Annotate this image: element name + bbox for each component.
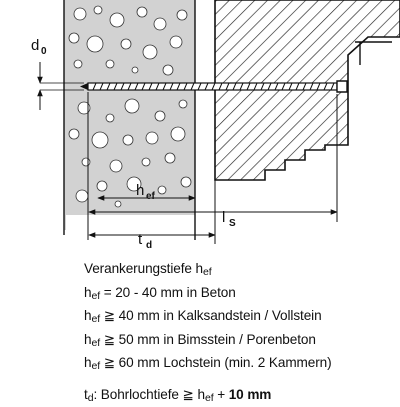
footer-text: : Bohrlochtiefe ≧ h (93, 387, 205, 402)
legend-row-subscript: ef (91, 313, 100, 325)
legend-row-subscript: ef (91, 337, 100, 349)
footer-hef-subscript: ef (205, 392, 214, 404)
concrete-wall (64, 0, 195, 240)
legend-footer-drill-depth (84, 384, 398, 407)
td-subscript: d (146, 240, 152, 251)
legend-row-symbol: h (84, 355, 91, 370)
legend-title-subscript: ef (203, 266, 212, 278)
anchoring-depth-legend (84, 258, 398, 407)
anchor-screw (80, 81, 347, 92)
legend-row-symbol: h (84, 332, 91, 347)
legend-row-lochstein (84, 352, 398, 376)
footer-symbol-subscript: d (88, 392, 94, 404)
d0-label: d (31, 37, 39, 54)
legend-row-text: = 20 - 40 mm in Beton (100, 285, 236, 300)
legend-row-beton (84, 282, 398, 306)
legend-row-kalksandstein (84, 305, 398, 329)
footer-symbol: t (84, 387, 88, 402)
td-dimension (89, 231, 215, 251)
hef-label: h (136, 182, 144, 199)
legend-row-text: ≧ 60 mm Lochstein (min. 2 Kammern) (100, 355, 332, 370)
td-label: t (138, 231, 143, 248)
legend-row-bimsstein (84, 329, 398, 353)
legend-row-text: ≧ 40 mm in Kalksandstein / Vollstein (100, 308, 322, 323)
legend-row-subscript: ef (91, 360, 100, 372)
footer-plus: + (214, 387, 229, 402)
legend-row-symbol: h (84, 285, 91, 300)
ls-label: l (222, 209, 225, 226)
fixture-part (215, 0, 400, 244)
d0-subscript: 0 (41, 46, 47, 57)
footer-bold-value: 10 mm (229, 387, 272, 402)
legend-row-text: ≧ 50 mm in Bimsstein / Porenbeton (100, 332, 316, 347)
legend-title-text: Verankerungstiefe h (84, 261, 203, 276)
ls-subscript: S (229, 218, 236, 229)
ls-dimension (89, 209, 337, 229)
legend-row-symbol: h (84, 308, 91, 323)
legend-title (84, 258, 398, 282)
legend-row-subscript: ef (91, 290, 100, 302)
hef-subscript: ef (146, 191, 156, 202)
